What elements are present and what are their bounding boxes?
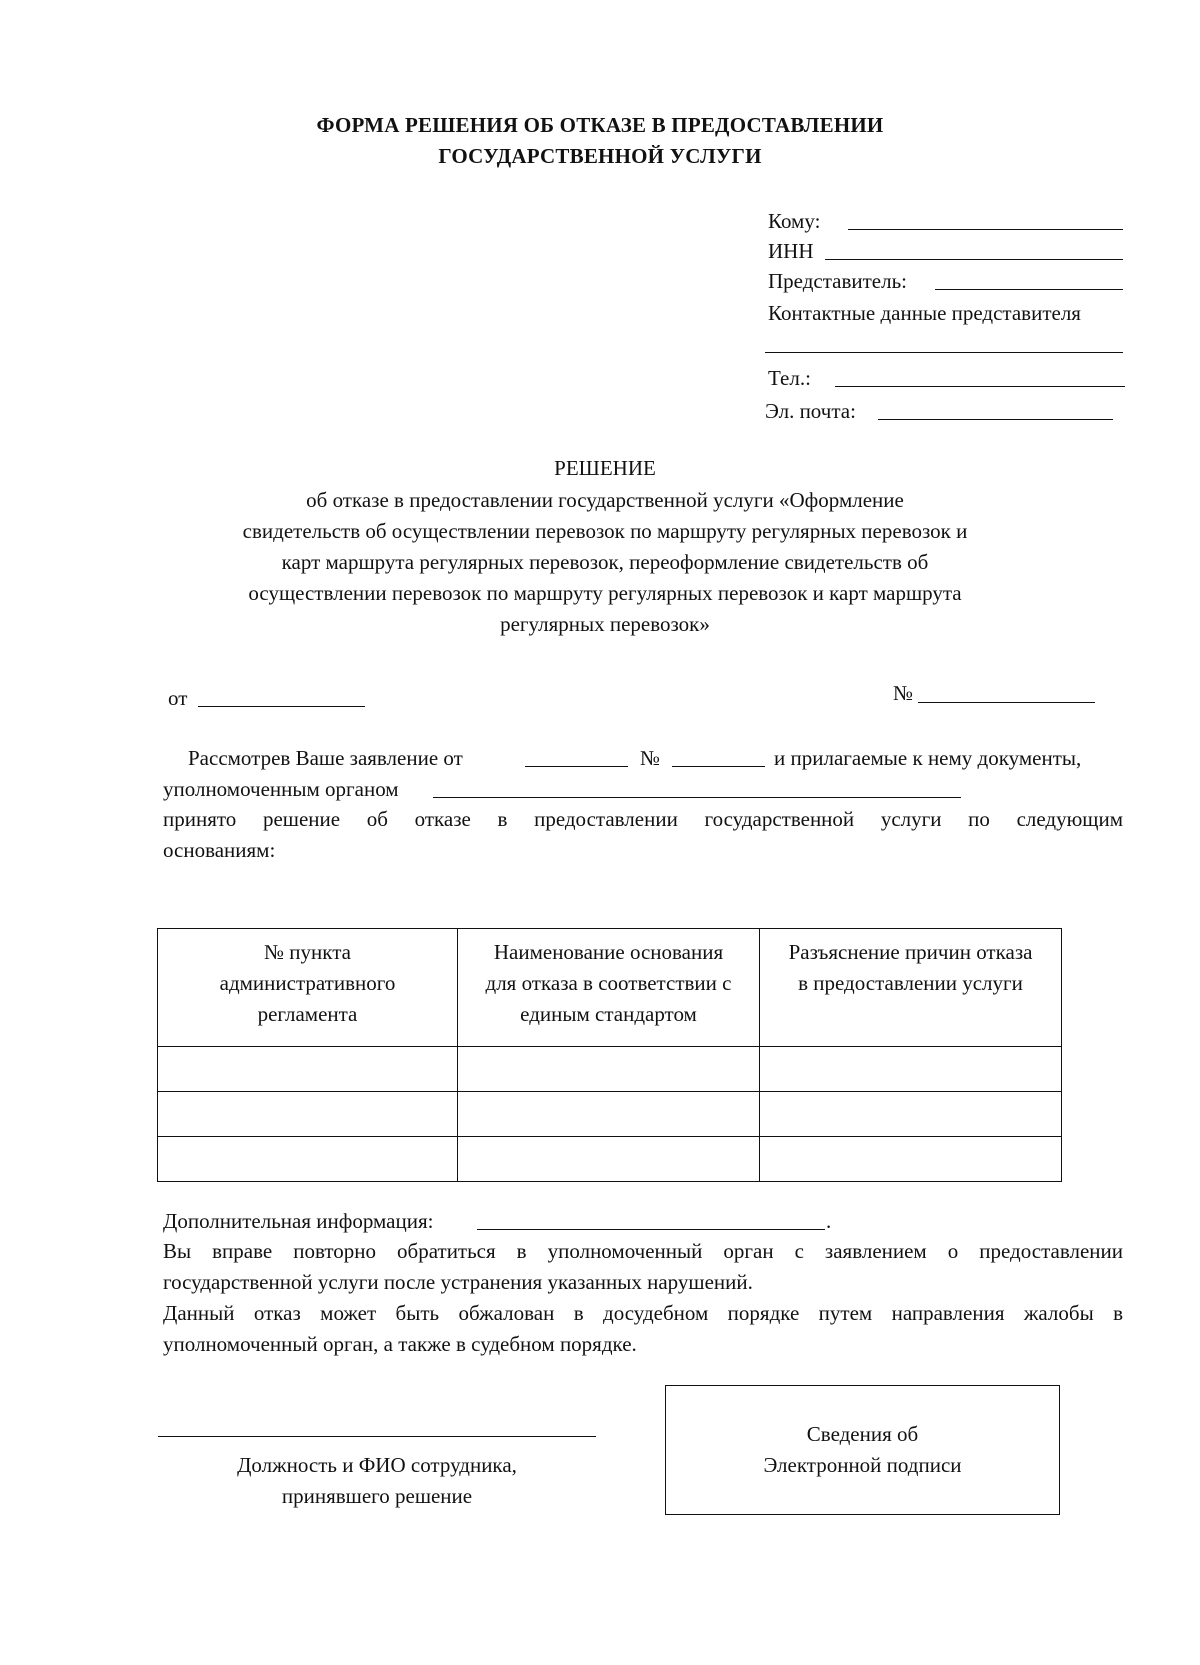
email-label: Эл. почта: [765, 399, 856, 423]
decision-subtitle [150, 485, 1060, 640]
title-line-1: ФОРМА РЕШЕНИЯ ОБ ОТКАЗЕ В ПРЕДОСТАВЛЕНИИ [316, 113, 884, 137]
additional-info-end: . [826, 1209, 832, 1233]
signature-caption-line: принявшего решение [281, 1484, 473, 1508]
authority-label: уполномоченным органом [163, 777, 399, 801]
subtitle-line: карт маршрута регулярных перевозок, переоформление свидетельств об [281, 550, 929, 574]
header-text: Разъяснение причин отказа [788, 940, 1033, 964]
contacts-field[interactable] [765, 352, 1123, 353]
table-row [158, 1092, 1062, 1137]
column-header-clause [158, 929, 458, 1047]
decision-date [168, 685, 187, 711]
intro-part1: Рассмотрев Ваше заявление от [188, 746, 463, 770]
inn-label: ИНН [768, 239, 814, 263]
number-field[interactable] [918, 702, 1095, 703]
subtitle-line: осуществлении перевозок по маршруту регулярных перевозок и карт маршрута [248, 581, 962, 605]
subtitle-line: об отказе в предоставлении государственной услуги «Оформление [306, 488, 904, 512]
table-cell[interactable] [458, 1092, 760, 1137]
additional-info-field[interactable] [477, 1229, 825, 1230]
header-text: в предоставлении услуги [798, 971, 1023, 995]
header-text: для отказа в соответствии с [485, 971, 732, 995]
appeal-line-2: уполномоченный орган, а также в судебном порядке. [163, 1332, 637, 1356]
to-field[interactable] [848, 229, 1123, 230]
signature-box-line: Сведения об [806, 1422, 919, 1446]
phone-field[interactable] [835, 386, 1125, 387]
table-cell[interactable] [760, 1092, 1062, 1137]
reapply-line-1: Вы вправе повторно обратиться в уполномоченный орган с заявлением о предоставлении [163, 1239, 1123, 1263]
electronic-signature-box [665, 1385, 1060, 1515]
table-cell[interactable] [158, 1137, 458, 1182]
decision-number [893, 680, 913, 706]
reasons-table [157, 928, 1062, 1182]
subtitle-line: свидетельств об осуществлении перевозок по маршруту регулярных перевозок и [242, 519, 968, 543]
decision-line-end: основаниям: [163, 838, 276, 862]
intro-number: № [640, 746, 661, 770]
signature-caption-line: Должность и ФИО сотрудника, [237, 1453, 517, 1477]
number-label: № [893, 681, 914, 705]
table-cell[interactable] [458, 1137, 760, 1182]
header-text: регламента [257, 1002, 358, 1026]
phone-label: Тел.: [768, 366, 811, 390]
header-text: административного [219, 971, 396, 995]
additional-info-label: Дополнительная информация: [163, 1209, 434, 1233]
date-field[interactable] [198, 706, 365, 707]
signature-box-line: Электронной подписи [763, 1453, 962, 1477]
recipient-email [765, 398, 856, 424]
representative-field[interactable] [935, 289, 1123, 290]
recipient-contacts [768, 300, 1081, 326]
column-header-ground [458, 929, 760, 1047]
decision-heading: РЕШЕНИЕ [554, 456, 656, 480]
email-field[interactable] [878, 419, 1113, 420]
table-cell[interactable] [760, 1137, 1062, 1182]
signature-line[interactable] [158, 1436, 596, 1437]
representative-label: Представитель: [768, 269, 908, 293]
title-line-2: ГОСУДАРСТВЕННОЙ УСЛУГИ [438, 144, 762, 168]
table-row [158, 1047, 1062, 1092]
table-header-row [158, 929, 1062, 1047]
recipient-to [768, 208, 820, 234]
authority-field[interactable] [433, 797, 961, 798]
application-number-field[interactable] [672, 766, 765, 767]
date-label: от [168, 686, 188, 710]
intro-part2: и прилагаемые к нему документы, [774, 746, 1082, 770]
table-cell[interactable] [158, 1092, 458, 1137]
header-text: единым стандартом [520, 1002, 697, 1026]
table-cell[interactable] [458, 1047, 760, 1092]
signature-caption [158, 1450, 596, 1512]
to-label: Кому: [768, 209, 821, 233]
table-row [158, 1137, 1062, 1182]
table-cell[interactable] [158, 1047, 458, 1092]
appeal-line-1: Данный отказ может быть обжалован в досудебном порядке путем направления жалобы в [163, 1301, 1123, 1325]
table-cell[interactable] [760, 1047, 1062, 1092]
header-text: № пункта [264, 940, 351, 964]
decision-line: принято решение об отказе в предоставлении государственной услуги по следующим [163, 807, 1123, 831]
recipient-representative [768, 268, 907, 294]
recipient-inn [768, 238, 814, 264]
reapply-line-2: государственной услуги после устранения указанных нарушений. [163, 1270, 753, 1294]
inn-field[interactable] [825, 259, 1123, 260]
column-header-explanation [760, 929, 1062, 1047]
application-date-field[interactable] [525, 766, 628, 767]
header-text: Наименование основания [493, 940, 724, 964]
subtitle-line: регулярных перевозок» [500, 612, 710, 636]
contacts-label: Контактные данные представителя [768, 301, 1081, 325]
document-title [200, 110, 1000, 172]
recipient-phone [768, 365, 811, 391]
